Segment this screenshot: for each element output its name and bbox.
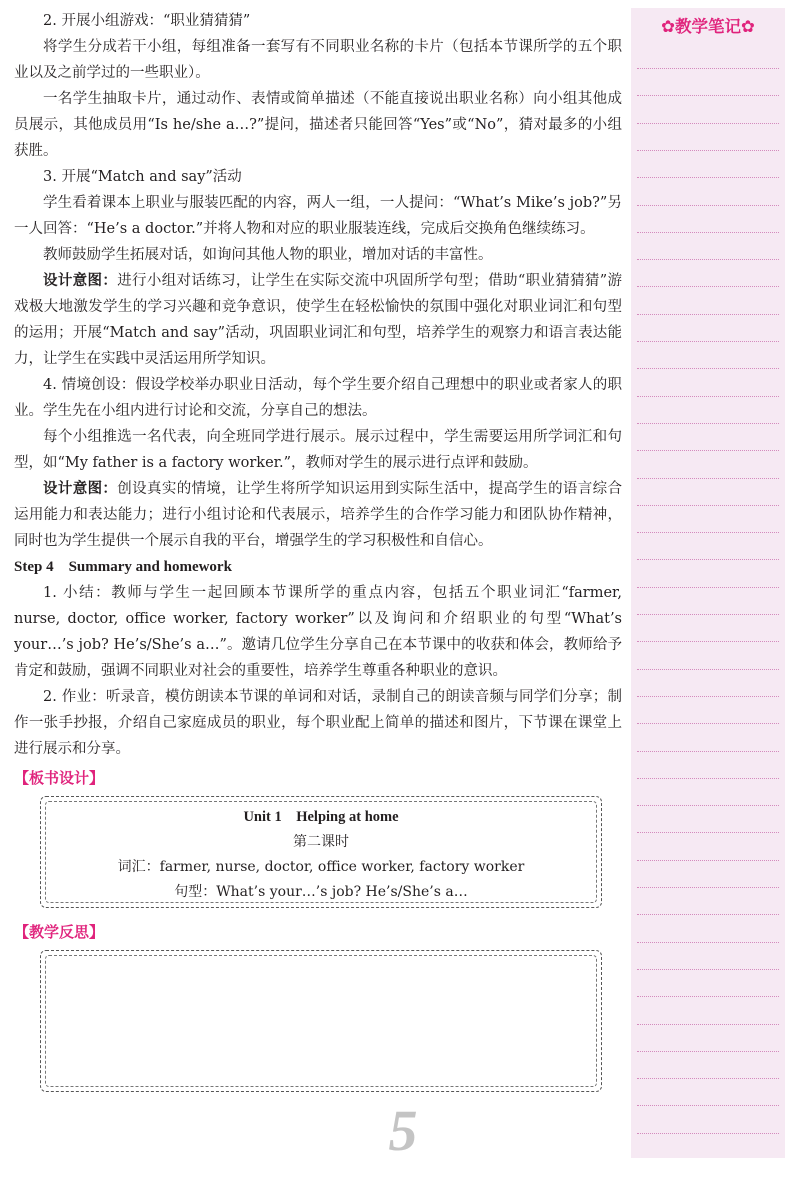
notes-ruled-line — [637, 723, 779, 724]
notes-ruled-line — [637, 860, 779, 861]
notes-ruled-line — [637, 641, 779, 642]
paragraph: 2. 开展小组游戏：“职业猜猜猜” — [43, 13, 251, 29]
notes-ruled-line — [637, 123, 779, 124]
notes-ruled-line — [637, 1133, 779, 1134]
notes-ruled-line — [637, 832, 779, 833]
notes-ruled-line — [637, 368, 779, 369]
notes-ruled-line — [637, 259, 779, 260]
board-sentence-pattern: 句型：What’s your…’s job? He’s/She’s a… — [174, 884, 468, 900]
design-intent-text: 进行小组对话练习，让学生在实际交流中巩固所学句型；借助“职业猜猜猜”游戏极大地激发学生的学习兴趣和竞争意识，使学生在轻松愉快的氛围中强化对职业词汇和句型的运用；开展“Match and say”活动，巩固职业词汇和句型，培养学生的观察力和语言表达能力，让学生在实践中灵活运用所学知识。 — [14, 273, 623, 367]
notes-ruled-line — [637, 1051, 779, 1052]
notes-ruled-line — [637, 969, 779, 970]
notes-ruled-line — [637, 68, 779, 69]
board-vocabulary: 词汇：farmer, nurse, doctor, office worker, factory worker — [117, 859, 525, 875]
notes-ruled-line — [637, 1078, 779, 1079]
design-intent-text: 创设真实的情境，让学生将所学知识运用到实际生活中，提高学生的语言综合运用能力和表达能力；进行小组讨论和代表展示，培养学生的合作学习能力和团队协作精神，同时也为学生提供一个展示自我的平台，增强学生的学习积极性和自信心。 — [14, 481, 623, 549]
notes-ruled-line — [637, 177, 779, 178]
board-lesson: 第二课时 — [293, 834, 349, 850]
notes-ruled-line — [637, 559, 779, 560]
notes-ruled-line — [637, 532, 779, 533]
paragraph: 一名学生抽取卡片，通过动作、表情或简单描述（不能直接说出职业名称）向小组其他成员展示，其他成员用“Is he/she a…?”提问，描述者只能回答“Yes”或“No”，猜对最多的小组获胜。 — [14, 91, 622, 159]
paragraph: 每个小组推选一名代表，向全班同学进行展示。展示过程中，学生需要运用所学词汇和句型，如“My father is a factory worker.”，教师对学生的展示进行点评和鼓励。 — [14, 429, 622, 471]
teaching-reflection-heading: 【教学反思】 — [14, 923, 105, 941]
notes-ruled-line — [637, 341, 779, 342]
design-intent-label: 设计意图： — [43, 480, 118, 497]
notes-ruled-line — [637, 778, 779, 779]
notes-ruled-line — [637, 396, 779, 397]
board-unit-title: Unit 1 Helping at home — [243, 809, 399, 825]
design-intent-paragraph — [14, 268, 622, 372]
paragraph: 将学生分成若干小组，每组准备一套写有不同职业名称的卡片（包括本节课所学的五个职业以及之前学过的一些职业）。 — [14, 39, 622, 81]
teaching-reflection-box[interactable] — [40, 950, 602, 1092]
notes-ruled-area[interactable] — [631, 8, 785, 1158]
notes-ruled-line — [637, 942, 779, 943]
main-content — [14, 0, 622, 1092]
notes-ruled-line — [637, 232, 779, 233]
teaching-notes-sidebar — [631, 8, 785, 1158]
notes-ruled-line — [637, 505, 779, 506]
notes-ruled-line — [637, 478, 779, 479]
notes-ruled-line — [637, 1024, 779, 1025]
notes-ruled-line — [637, 887, 779, 888]
teaching-notes-title: ✿教学笔记✿ — [661, 17, 755, 36]
notes-ruled-line — [637, 614, 779, 615]
paragraph: 学生看着课本上职业与服装匹配的内容，两人一组，一人提问：“What’s Mike’s job?”另一人回答：“He’s a doctor.”并将人物和对应的职业服装连线，完成后交换角色继续练习。 — [14, 195, 622, 237]
notes-ruled-line — [637, 805, 779, 806]
paragraph: 教师鼓励学生拓展对话，如询问其他人物的职业，增加对话的丰富性。 — [43, 247, 493, 263]
notes-ruled-line — [637, 669, 779, 670]
notes-ruled-line — [637, 314, 779, 315]
notes-ruled-line — [637, 450, 779, 451]
design-intent-paragraph — [14, 476, 622, 554]
step-heading: Step 4 Summary and homework — [14, 559, 232, 575]
notes-ruled-line — [637, 751, 779, 752]
paragraph: 2. 作业：听录音，模仿朗读本节课的单词和对话，录制自己的朗读音频与同学们分享；制作一张手抄报，介绍自己家庭成员的职业，每个职业配上简单的描述和图片，下节课在课堂上进行展示和分享。 — [14, 689, 622, 757]
design-intent-label: 设计意图： — [43, 272, 118, 289]
paragraph: 4. 情境创设：假设学校举办职业日活动，每个学生要介绍自己理想中的职业或者家人的职业。学生先在小组内进行讨论和交流，分享自己的想法。 — [14, 377, 622, 419]
notes-ruled-line — [637, 914, 779, 915]
paragraph: 1. 小结：教师与学生一起回顾本节课所学的重点内容，包括五个职业词汇“farmer, nurse, doctor, office worker, factory worker”以及询问和介绍职业的句型“What’s your…’s job? He’s/She’s a…”。邀请几位学生分享自己在本节课中的收获和体会，教师给予肯定和鼓励，强调不同职业对社会的重要性，培养学生尊重各种职业的意识。 — [14, 585, 622, 679]
notes-ruled-line — [637, 205, 779, 206]
notes-ruled-line — [637, 696, 779, 697]
notes-ruled-line — [637, 1105, 779, 1106]
notes-ruled-line — [637, 150, 779, 151]
page-number: 5 — [388, 1098, 418, 1163]
paragraph: 3. 开展“Match and say”活动 — [43, 169, 242, 185]
notes-ruled-line — [637, 95, 779, 96]
notes-ruled-line — [637, 996, 779, 997]
notes-ruled-line — [637, 587, 779, 588]
notes-ruled-line — [637, 423, 779, 424]
board-design-heading: 【板书设计】 — [14, 769, 105, 787]
notes-ruled-line — [637, 286, 779, 287]
board-design-box — [40, 796, 602, 908]
